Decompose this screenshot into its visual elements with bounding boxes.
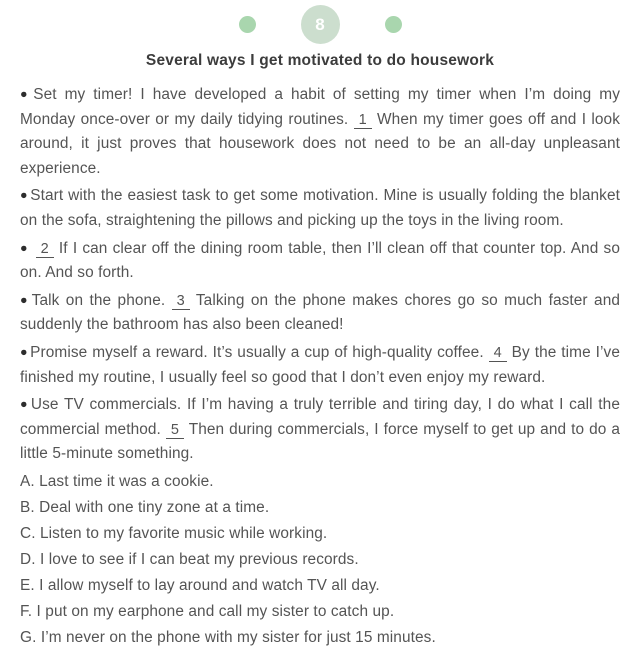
numbered-blank: 4 bbox=[489, 345, 507, 362]
bullet-icon: ● bbox=[20, 240, 29, 255]
left-green-dot-icon bbox=[239, 16, 256, 33]
passage-paragraph: ● Talk on the phone. 3 Talking on the phone makes chores go so much faster and suddenly the bathroom has also been cleaned! bbox=[20, 291, 621, 334]
option-item: F. I put on my earphone and call my sister to catch up. bbox=[20, 602, 395, 620]
passage-paragraph: ● 2 If I can clear off the dining room table, then I’ll clean off that counter top. And so on. And so forth. bbox=[20, 239, 620, 282]
passage-paragraph: ● Use TV commercials. If I’m having a truly terrible and tiring day, I do what I call the commercial method. 5 Then during commercials, I force myself to get up and to do a little 5-minute something. bbox=[20, 396, 620, 463]
passage-title: Several ways I get motivated to do housework bbox=[145, 52, 495, 69]
bullet-icon: ● bbox=[20, 292, 30, 307]
passage-paragraph: ● Set my timer! I have developed a habit of setting my timer when I’m doing my Monday once-over or my daily tidying routines. 1 When my timer goes off and I look around, it just proves that housework does not need to be an all-day unpleasant experience. bbox=[20, 86, 620, 177]
bullet-icon: ● bbox=[20, 188, 29, 203]
option-item: D. I love to see if I can beat my previous records. bbox=[20, 550, 359, 568]
option-item: B. Deal with one tiny zone at a time. bbox=[20, 498, 270, 516]
numbered-blank: 2 bbox=[36, 241, 54, 258]
right-green-dot-icon bbox=[385, 16, 402, 33]
option-item: E. I allow myself to lay around and watch TV all day. bbox=[20, 576, 380, 594]
bullet-icon: ● bbox=[20, 397, 29, 412]
page-number-badge bbox=[301, 5, 340, 44]
option-item: G. I’m never on the phone with my sister for just 15 minutes. bbox=[20, 628, 436, 646]
option-item: A. Last time it was a cookie. bbox=[20, 472, 214, 490]
numbered-blank: 3 bbox=[172, 293, 190, 310]
bullet-icon: ● bbox=[20, 87, 32, 101]
header-decoration bbox=[20, 3, 620, 45]
passage-paragraph: ● Start with the easiest task to get some motivation. Mine is usually folding the blanket on the sofa, straightening the pillows and picking up the toys in the living room. bbox=[20, 187, 620, 229]
page-number: 8 bbox=[315, 14, 325, 34]
numbered-blank: 1 bbox=[354, 112, 372, 129]
passage-paragraph: ● Promise myself a reward. It’s usually a cup of high-quality coffee. 4 By the time I’ve finished my routine, I usually feel so good that I don’t even enjoy my reward. bbox=[20, 343, 621, 386]
bullet-icon: ● bbox=[20, 344, 29, 359]
option-item: C. Listen to my favorite music while working. bbox=[20, 524, 328, 542]
passage-body bbox=[20, 83, 620, 467]
options-list bbox=[20, 472, 620, 647]
numbered-blank: 5 bbox=[166, 422, 184, 439]
